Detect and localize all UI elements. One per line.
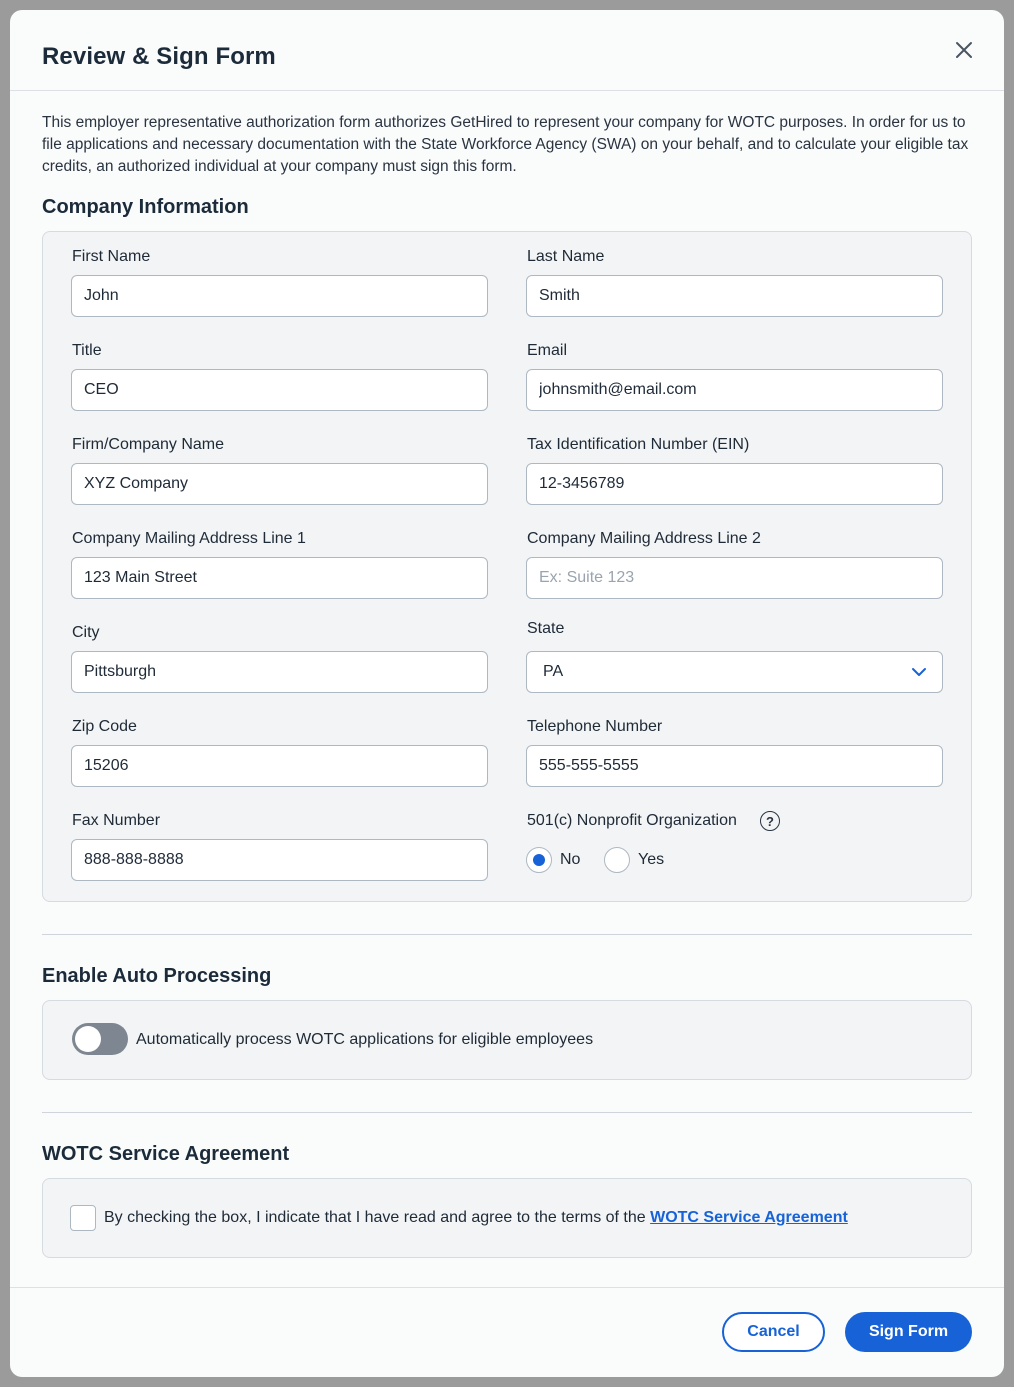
- title-input[interactable]: [71, 369, 488, 411]
- state-select[interactable]: [526, 651, 943, 693]
- help-icon[interactable]: ?: [760, 811, 780, 831]
- firm-label: Firm/Company Name: [72, 436, 225, 453]
- zip-label: Zip Code: [72, 718, 137, 735]
- address1-label: Company Mailing Address Line 1: [72, 530, 306, 547]
- close-button[interactable]: [952, 38, 976, 62]
- city-input[interactable]: [71, 651, 488, 693]
- cancel-button[interactable]: Cancel: [722, 1312, 825, 1352]
- address1-input[interactable]: [71, 557, 488, 599]
- last-name-input[interactable]: [526, 275, 943, 317]
- firm-input[interactable]: [71, 463, 488, 505]
- nonprofit-option-no[interactable]: [526, 847, 580, 873]
- auto-processing-panel: [42, 1000, 972, 1080]
- auto-processing-label: Automatically process WOTC applications for eligible employees: [136, 1031, 594, 1048]
- ein-input[interactable]: [526, 463, 943, 505]
- address2-input[interactable]: [526, 557, 943, 599]
- sign-form-button[interactable]: Sign Form: [845, 1312, 972, 1352]
- title-label: Title: [72, 342, 102, 359]
- company-section-title: Company Information: [42, 196, 249, 218]
- agreement-link[interactable]: WOTC Service Agreement: [650, 1209, 848, 1226]
- radio-yes[interactable]: [604, 847, 630, 873]
- zip-input[interactable]: [71, 745, 488, 787]
- fax-input[interactable]: [71, 839, 488, 881]
- first-name-input[interactable]: [71, 275, 488, 317]
- intro-text: This employer representative authorization form authorizes GetHired to represent your company for WOTC purposes. In order for us to file applications and necessary documentation with the State Workforce Agency (SWA) on your behalf, and to calculate your eligible tax credits, an authorized individual at your company must sign this form.: [42, 114, 969, 175]
- modal-title: Review & Sign Form: [42, 43, 276, 70]
- city-label: City: [72, 624, 100, 641]
- agreement-section-title: WOTC Service Agreement: [42, 1143, 290, 1165]
- company-info-panel: [42, 231, 972, 902]
- phone-input[interactable]: [526, 745, 943, 787]
- email-input[interactable]: [526, 369, 943, 411]
- section-divider: [42, 1112, 972, 1113]
- state-select-value: PA: [543, 663, 564, 680]
- fax-label: Fax Number: [72, 812, 161, 829]
- agreement-checkbox[interactable]: [70, 1205, 96, 1231]
- nonprofit-label: 501(c) Nonprofit Organization: [527, 812, 737, 829]
- chevron-down-icon: [910, 665, 928, 679]
- footer-divider: [10, 1287, 1004, 1288]
- address2-label: Company Mailing Address Line 2: [527, 530, 761, 547]
- phone-label: Telephone Number: [527, 718, 663, 735]
- agreement-text: [104, 1209, 848, 1227]
- review-sign-modal: [10, 10, 1004, 1377]
- state-label: State: [527, 620, 565, 637]
- close-icon: [952, 38, 976, 62]
- radio-no[interactable]: [526, 847, 552, 873]
- radio-no-label: No: [560, 851, 581, 868]
- email-label: Email: [527, 342, 568, 359]
- nonprofit-option-yes[interactable]: [604, 847, 664, 873]
- modal-header: [10, 10, 1004, 91]
- section-divider: [42, 934, 972, 935]
- ein-label: Tax Identification Number (EIN): [527, 436, 750, 453]
- first-name-label: First Name: [72, 248, 151, 265]
- auto-processing-section-title: Enable Auto Processing: [42, 965, 272, 987]
- radio-yes-label: Yes: [638, 851, 665, 868]
- agreement-panel: [42, 1178, 972, 1258]
- auto-processing-toggle[interactable]: [72, 1023, 128, 1055]
- toggle-knob: [75, 1026, 101, 1052]
- last-name-label: Last Name: [527, 248, 605, 265]
- agreement-checkbox-text: By checking the box, I indicate that I have read and agree to the terms of the: [104, 1209, 651, 1226]
